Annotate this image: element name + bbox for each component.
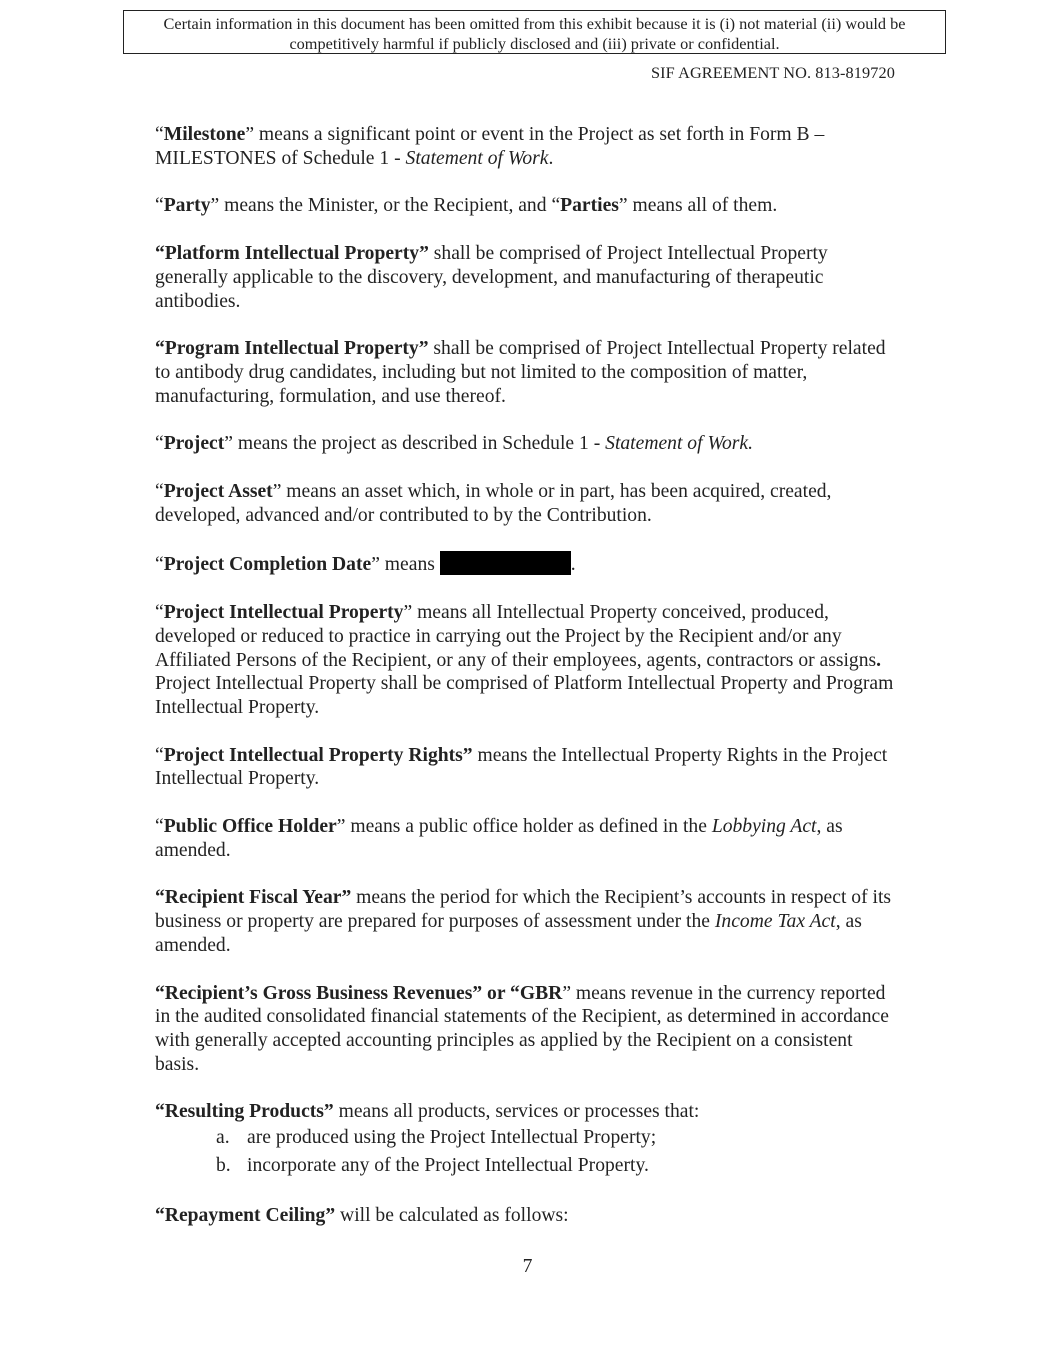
term: Public Office Holder <box>163 816 337 838</box>
term: Project Asset <box>163 481 273 503</box>
term: “Resulting Products” <box>155 1101 334 1123</box>
definition-program-ip: “Program Intellectual Property” shall be comprised of Project Intellectual Property related to antibody drug candidates, including but not limited to the composition of matter, manufacturing, formulation, and use thereof. <box>155 338 886 407</box>
definition-project-ip-rights: “Project Intellectual Property Rights” means the Intellectual Property Rights in the Project Intellectual Property. <box>155 744 888 790</box>
definition-platform-ip: “Platform Intellectual Property” shall be comprised of Project Intellectual Property generally applicable to the discovery, development, and manufacturing of therapeutic antibodies. <box>155 243 828 312</box>
definition-resulting-products: “Resulting Products” means all products, services or processes that: a. are produced using the Project Intellectual Property; b. incorporate any of the Project Intellectual Property. <box>155 1100 895 1179</box>
definition-recipient-fiscal-year: “Recipient Fiscal Year” means the period for which the Recipient’s accounts in respect of its business or property are prepared for purposes of assessment under the Income Tax Act, as amended. <box>155 887 892 956</box>
term: “Recipient’s Gross Business Revenues” or “GBR <box>155 982 563 1004</box>
definition-public-office-holder: “Public Office Holder” means a public office holder as defined in the Lobbying Act, as amended. <box>155 816 843 861</box>
term: “Platform Intellectual Property” <box>155 243 429 265</box>
confidentiality-notice <box>123 10 946 54</box>
term: Milestone <box>163 124 246 145</box>
term: “Recipient Fiscal Year” <box>155 887 352 909</box>
definition-party: “Party” means the Minister, or the Recipient, and “Parties” means all of them. <box>155 195 778 217</box>
definition-project: “Project” means the project as described in Schedule 1 - Statement of Work. <box>155 433 753 455</box>
definitions-body <box>155 123 895 1252</box>
resulting-products-list <box>155 1124 895 1179</box>
term: Party <box>163 195 211 217</box>
notice-line-2: competitively harmful if publicly disclosed and (iii) private or confidential. <box>289 34 780 53</box>
term: Project <box>163 433 225 455</box>
list-item: a. are produced using the Project Intellectual Property; <box>216 1127 657 1149</box>
term: Project Intellectual Property Rights” <box>163 744 473 766</box>
definition-project-ip: “Project Intellectual Property” means all Intellectual Property conceived, produced, developed or reduced to practice in carrying out the Project by the Recipient and/or any Affiliated Persons of the Recipient, or any of their employees, agents, contractors or assigns. Project Intellectual Property shall be comprised of Platform Intellectual Property and Program Intellectual Property. <box>155 602 894 718</box>
term: Project Completion Date <box>163 554 372 576</box>
notice-line-1: Certain information in this document has been omitted from this exhibit because it is (i) not material (ii) would be <box>163 14 906 33</box>
definition-gbr: “Recipient’s Gross Business Revenues” or “GBR” means revenue in the currency reported in the audited consolidated financial statements of the Recipient, as determined in accordance with generally accepted accounting principles as applied by the Recipient on a consistent basis. <box>155 982 889 1075</box>
term: Project Intellectual Property <box>163 602 404 624</box>
term: “Repayment Ceiling” <box>155 1205 336 1227</box>
definition-repayment-ceiling: “Repayment Ceiling” will be calculated as follows: <box>155 1205 569 1227</box>
agreement-number: SIF AGREEMENT NO. 813-819720 <box>650 63 895 82</box>
term: “Program Intellectual Property” <box>155 338 429 360</box>
definition-project-completion-date: “Project Completion Date” means . <box>155 551 895 577</box>
redaction-box <box>440 551 571 575</box>
definition-milestone: “Milestone” means a significant point or event in the Project as set forth in Form B – MILESTONES of Schedule 1 - Statement of Work. <box>155 124 825 169</box>
term: Parties <box>560 195 619 217</box>
page-number: 7 <box>522 1256 533 1277</box>
definition-project-asset: “Project Asset” means an asset which, in whole or in part, has been acquired, created, developed, advanced and/or contributed to by the Contribution. <box>155 481 832 526</box>
list-item: b. incorporate any of the Project Intellectual Property. <box>216 1154 649 1176</box>
